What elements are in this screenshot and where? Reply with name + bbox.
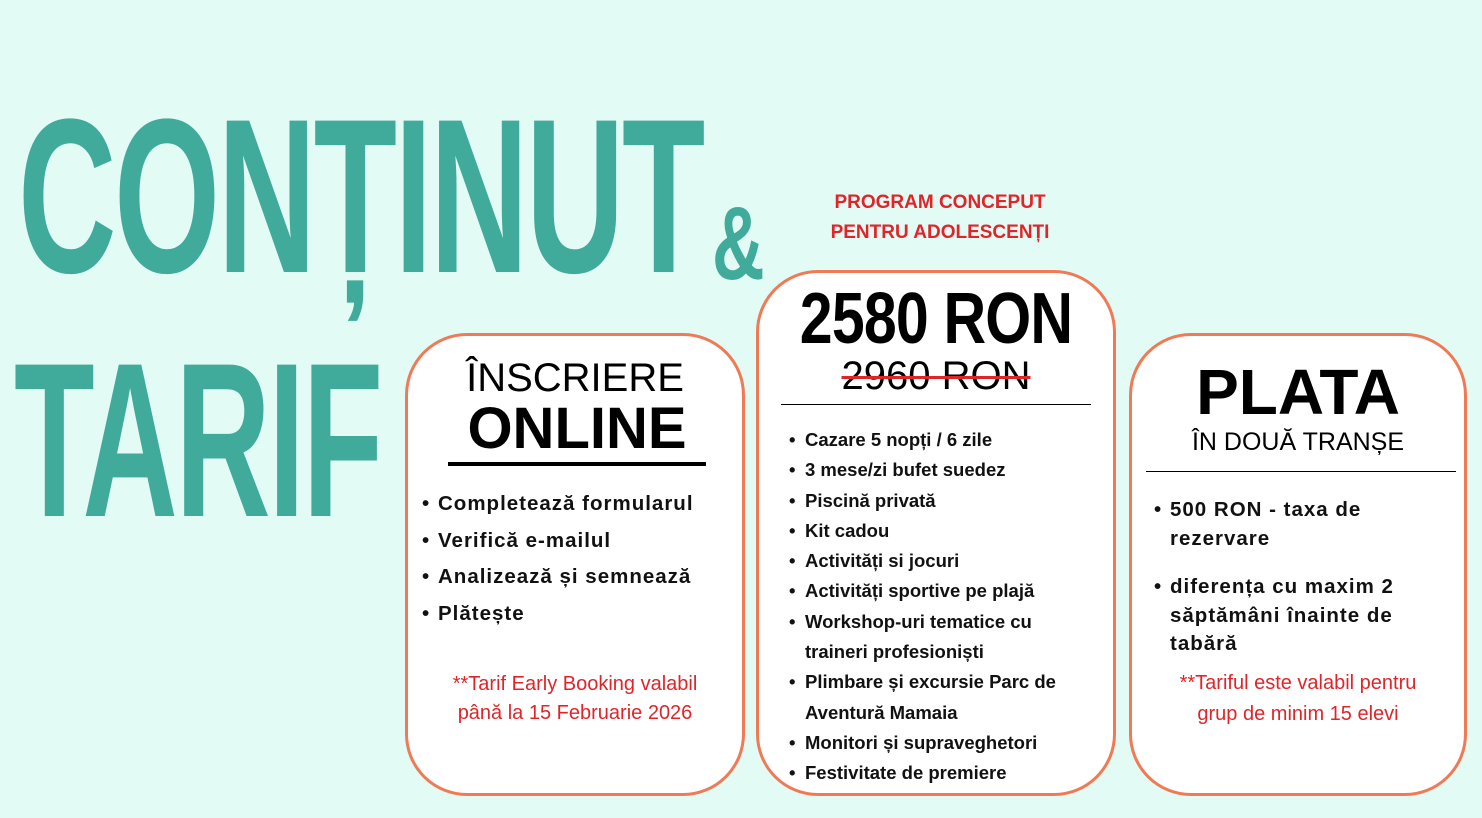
included-item: • Activități sportive pe plajă xyxy=(789,576,1099,606)
subtitle-line-1: PROGRAM CONCEPUT xyxy=(834,192,1046,213)
included-item: • 3 mese/zi bufet suedez xyxy=(789,455,1099,485)
program-subtitle xyxy=(790,188,1090,248)
payment-subheading: ÎN DOUĂ TRANȘE xyxy=(1191,428,1405,456)
registration-label: ÎNSCRIERE xyxy=(466,356,684,400)
payment-item: • diferența cu maxim 2 săptămâni înainte de tabără xyxy=(1154,573,1454,659)
included-item: • Kit cadou xyxy=(789,516,1099,546)
pricing-card xyxy=(756,270,1116,796)
included-item: • Piscină privată xyxy=(789,486,1099,516)
payment-items xyxy=(1154,496,1454,679)
group-note xyxy=(1132,668,1464,730)
included-item: • Activități si jocuri xyxy=(789,546,1099,576)
title-ampersand: & xyxy=(712,186,765,302)
included-item: • Plimbare și excursie Parc de Aventură Mamaia xyxy=(789,667,1099,728)
group-note-line-2: grup de minim 15 elevi xyxy=(1197,703,1399,725)
early-booking-note-line-2: până la 15 Februarie 2026 xyxy=(457,702,693,724)
included-item: • Cazare 5 nopți / 6 zile xyxy=(789,425,1099,455)
divider xyxy=(781,404,1091,405)
current-price: 2580 RON xyxy=(799,279,1073,359)
registration-step: • Plătește xyxy=(422,602,694,639)
title-line-2: TARIF xyxy=(14,317,381,563)
registration-steps xyxy=(422,492,694,638)
registration-step: • Verifică e-mailul xyxy=(422,529,694,566)
title-line-1: CONȚINUT xyxy=(18,73,703,319)
included-list xyxy=(789,425,1099,789)
registration-card xyxy=(405,333,745,796)
registration-step: • Analizează și semnează xyxy=(422,565,694,602)
payment-card xyxy=(1129,333,1467,796)
payment-heading: PLATA xyxy=(1196,356,1400,428)
included-item: • Festivitate de premiere xyxy=(789,758,1099,788)
group-note-line-1: **Tariful este valabil pentru xyxy=(1179,672,1417,694)
divider xyxy=(1146,471,1456,472)
included-item: • Monitori și supraveghetori xyxy=(789,728,1099,758)
registration-step: • Completează formularul xyxy=(422,492,694,529)
registration-online-heading: ONLINE xyxy=(448,396,706,466)
early-booking-note-line-1: **Tarif Early Booking valabil xyxy=(452,673,698,695)
old-price: 2960 RON xyxy=(841,354,1031,398)
included-item: • Workshop-uri tematice cu traineri profesioniști xyxy=(789,607,1099,668)
subtitle-line-2: PENTRU ADOLESCENȚI xyxy=(830,222,1050,243)
payment-item: • 500 RON - taxa de rezervare xyxy=(1154,496,1454,553)
early-booking-note xyxy=(408,670,742,728)
